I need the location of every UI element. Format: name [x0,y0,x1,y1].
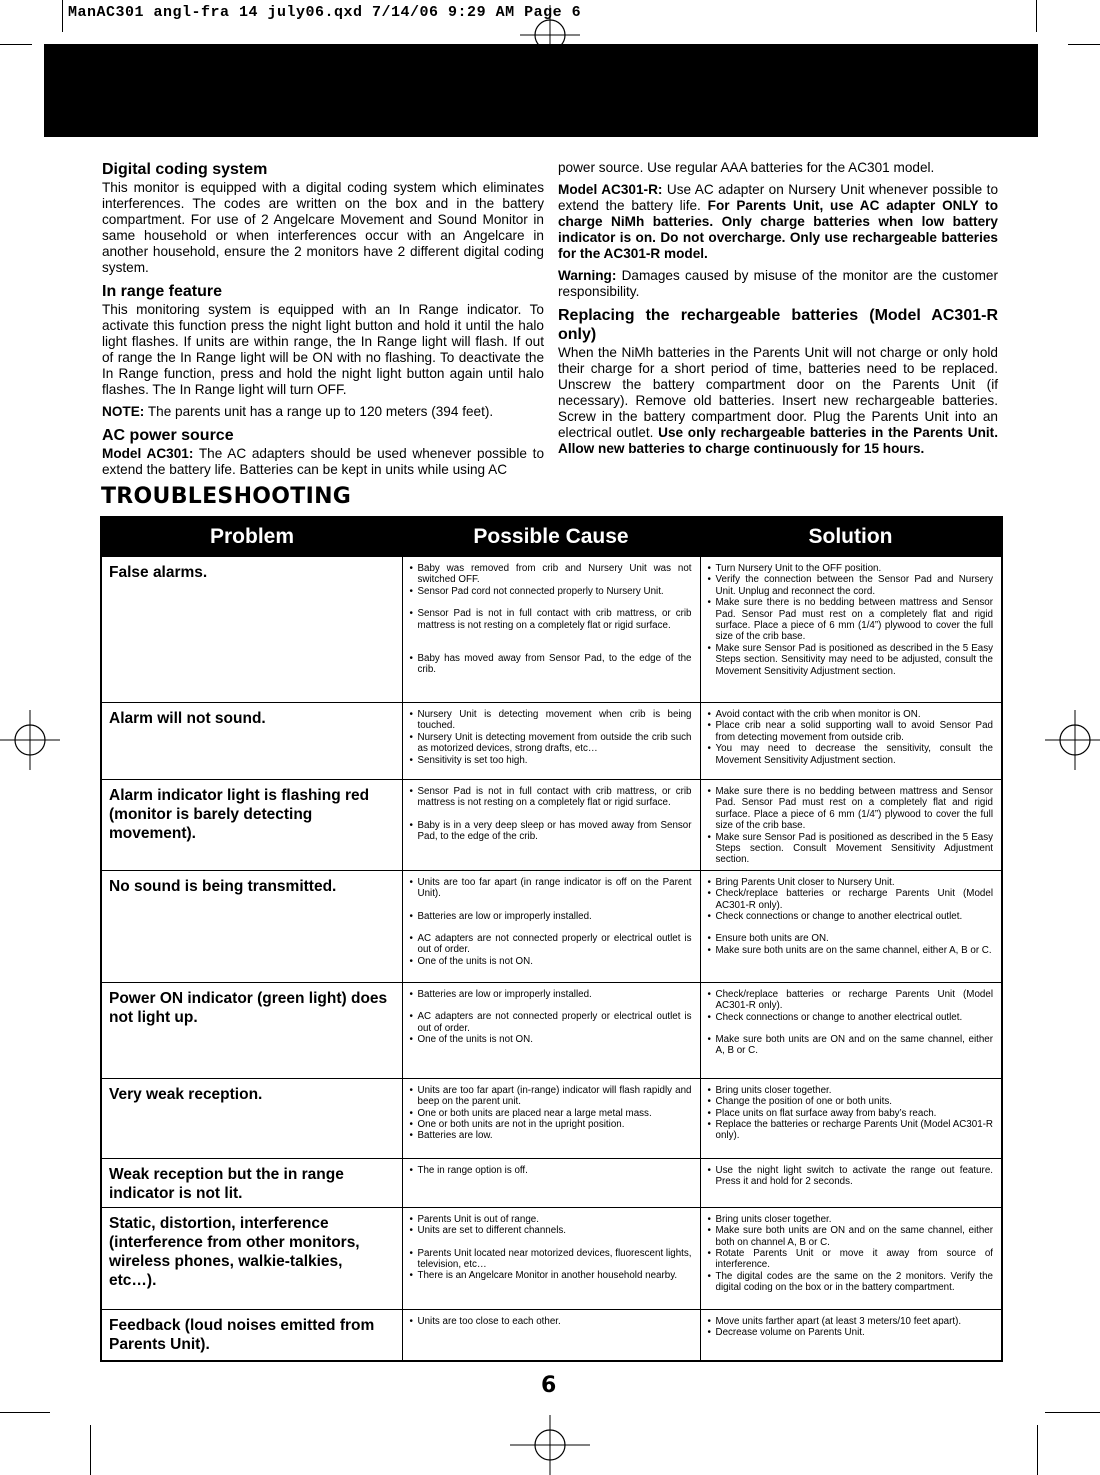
print-slug: ManAC301 angl-fra 14 july06.qxd 7/14/06 9:29 AM Page 6 [68,4,582,21]
cause-item: • Nursery Unit is detecting movement when crib is being touched. [410,709,692,732]
replacing-batteries-bold-text: Use only rechargeable batteries in the Parents Unit. Allow new batteries to charge continuously for 15 hours. [558,425,998,456]
cause-item: • The in range option is off. [410,1165,692,1176]
solution-item: • Make sure Sensor Pad is positioned as described in the 5 Easy Steps section. Sensitivity may need to be adjusted, consult the Movement Sensitivity Adjustment section. [708,643,994,677]
cause-cell [402,557,700,703]
registration-mark-icon [510,1415,590,1475]
solution-item: • Avoid contact with the crib when monitor is ON. [708,709,994,720]
solution-cell [700,780,1002,871]
solution-item: • Make sure there is no bedding between mattress and Sensor Pad. Sensor Pad must rest on a completely flat and rigid surface. Place a piece of 6 mm (1/4”) plywood to cover the full size of the crib base. [708,597,994,643]
cause-item: • Baby has moved away from Sensor Pad, to the edge of the crib. [410,653,692,676]
cause-item: • Sensor Pad is not in full contact with crib mattress, or crib mattress is not resting on a completely flat or rigid surface. [410,608,692,631]
cause-item: • AC adapters are not connected properly or electrical outlet is out of order. [410,933,692,956]
table-row [101,982,1002,1078]
cause-item: • AC adapters are not connected properly or electrical outlet is out of order. [410,1011,692,1034]
solution-item: • Decrease volume on Parents Unit. [708,1327,994,1338]
solution-cell [700,557,1002,703]
left-column [102,160,544,484]
cause-cell [402,780,700,871]
problem-cell: Alarm indicator light is flashing red (monitor is barely detecting movement). [101,780,402,871]
ac-power-heading: AC power source [102,427,234,444]
ac-power-paragraph [102,446,544,478]
crop-mark [0,44,32,45]
header-band [44,44,1038,137]
solution-cell [700,1309,1002,1361]
cause-item: • Batteries are low or improperly installed. [410,989,692,1000]
solution-item: • Use the night light switch to activate the range out feature. Press it and hold for 2 seconds. [708,1165,994,1188]
table-header-row [101,517,1002,557]
right-column [558,160,998,463]
solution-item: • Make sure Sensor Pad is positioned as described in the 5 Easy Steps section. Consult Movement Sensitivity Adjustment section. [708,832,994,866]
problem-cell: Feedback (loud noises emitted from Parents Unit). [101,1309,402,1361]
solution-item: • Check connections or change to another electrical outlet. [708,1012,994,1023]
model-ac301r-label: Model AC301-R: [558,182,663,197]
digital-coding-heading: Digital coding system [102,161,268,178]
troubleshooting-heading: TROUBLESHOOTING [101,484,352,509]
cause-item: • Parents Unit is out of range. [410,1214,692,1225]
troubleshooting-table [100,516,1003,1362]
cause-item: • Batteries are low. [410,1130,692,1141]
crop-mark [0,1412,50,1413]
solution-item: • Verify the connection between the Sensor Pad and Nursery Unit. Unplug and reconnect the cord. [708,574,994,597]
cause-cell [402,703,700,780]
warning-label: Warning: [558,268,617,283]
warning-text: Damages caused by misuse of the monitor are the customer responsibility. [558,268,998,299]
solution-item: • Place units on flat surface away from baby’s reach. [708,1108,994,1119]
problem-cell: False alarms. [101,557,402,703]
problem-cell: Weak reception but the in range indicator is not lit. [101,1158,402,1207]
solution-item: • Make sure both units are ON and on the same channel, either A, B or C. [708,1034,994,1057]
crop-mark [62,0,63,32]
solution-item: • Make sure both units are on the same channel, either A, B or C. [708,945,994,956]
in-range-heading: In range feature [102,283,223,300]
header-solution: Solution [700,517,1002,557]
cause-item: • Units are set to different channels. [410,1225,692,1236]
ac-power-text: The AC adapters should be used whenever possible to extend the battery life. Batteries can be kept in units while using AC [102,446,545,477]
cause-cell [402,1158,700,1207]
solution-item: • Move units farther apart (at least 3 meters/10 feet apart). [708,1316,994,1327]
ac-power-continued: power source. Use regular AAA batteries for the AC301 model. [558,160,935,175]
cause-item: • Batteries are low or improperly installed. [410,911,692,922]
solution-item: • Check/replace batteries or recharge Parents Unit (Model AC301-R only). [708,989,994,1012]
cause-item: • One of the units is not ON. [410,1034,692,1045]
cause-item: • One or both units are not in the upright position. [410,1119,692,1130]
problem-cell: Very weak reception. [101,1078,402,1158]
solution-item: • Bring units closer together. [708,1214,994,1225]
model-ac301r-text: Use AC adapter on Nursery Unit whenever possible to extend the battery life. [558,182,998,213]
cause-item: • There is an Angelcare Monitor in another household nearby. [410,1270,692,1281]
table-row [101,1207,1002,1309]
crop-mark [1037,1425,1038,1475]
registration-mark-icon [0,710,60,770]
crop-mark [1036,0,1037,32]
replacing-batteries-text: When the NiMh batteries in the Parents Unit will not charge or only hold their charge for a short period of time, batteries need to be replaced. Unscrew the battery compartment door on the Parents Unit (if necessary). Remove old batteries. Insert new rechargeable batteries. Screw in the battery compartment door. Plug the Parents Unit into an electrical outlet. [558,345,998,440]
model-ac301r-bold-text: For Parents Unit, use AC adapter ONLY to charge NiMh batteries. Only charge batteries when low battery indicator is on. Do not overcharge. Only use rechargeable batteries for the AC301-R model. [558,198,998,261]
solution-item: • Ensure both units are ON. [708,933,994,944]
table-row [101,870,1002,982]
solution-item: • Check connections or change to another electrical outlet. [708,911,994,922]
solution-cell [700,1158,1002,1207]
cause-cell [402,870,700,982]
page-number: 6 [541,1373,557,1398]
crop-mark [1068,44,1100,45]
cause-item: • Sensitivity is set too high. [410,755,692,766]
solution-item: • The digital codes are the same on the 2 monitors. Verify the digital coding on the box or in the battery compartment. [708,1271,994,1294]
solution-item: • Place crib near a solid supporting wall to avoid Sensor Pad from detecting movement from outside crib. [708,720,994,743]
cause-item: • Units are too far apart (in range indicator is off on the Parent Unit). [410,877,692,900]
solution-item: • Bring units closer together. [708,1085,994,1096]
problem-cell: No sound is being transmitted. [101,870,402,982]
note-text: The parents unit has a range up to 120 meters (394 feet). [147,404,494,419]
table-row [101,557,1002,703]
cause-cell [402,1309,700,1361]
solution-cell [700,1078,1002,1158]
note-paragraph [102,404,544,420]
warning-paragraph [558,268,998,300]
cause-item: • Baby is in a very deep sleep or has moved away from Sensor Pad, to the edge of the crib. [410,820,692,843]
crop-mark [90,1425,91,1475]
replacing-batteries-paragraph [558,345,998,457]
solution-cell [700,870,1002,982]
note-label: NOTE: [102,404,145,419]
solution-item: • Check/replace batteries or recharge Parents Unit (Model AC301-R only). [708,888,994,911]
solution-item: • Make sure there is no bedding between mattress and Sensor Pad. Sensor Pad must rest on a completely flat and rigid surface. Place a piece of 6 mm (1/4”) plywood to cover the full size of the crib base. [708,786,994,832]
cause-item: • Sensor Pad is not in full contact with crib mattress, or crib mattress is not resting on a completely flat or rigid surface. [410,786,692,809]
cause-item: • Units are too far apart (in-range) indicator will flash rapidly and beep on the parent unit. [410,1085,692,1108]
table-row [101,703,1002,780]
in-range-text: This monitoring system is equipped with an In Range indicator. To activate this function press the night light button and hold it until the halo light flashes. If units are within range, the In Range light will flash. If out of range the In Range light will be ON with no flashing. To deactivate the In Range function, press and hold the night light button again until halo flashes. The In Range light will turn OFF. [102,302,544,397]
problem-cell: Static, distortion, interference (interference from other monitors, wireless phones, walkie-talkies, etc…). [101,1207,402,1309]
table-row [101,1158,1002,1207]
header-problem: Problem [101,517,402,557]
cause-cell [402,1207,700,1309]
solution-cell [700,982,1002,1078]
solution-item: • Rotate Parents Unit or move it away from source of interference. [708,1248,994,1271]
table-row [101,1309,1002,1361]
replacing-batteries-heading: Replacing the rechargeable batteries (Model AC301-R only) [558,307,998,343]
table-row [101,1078,1002,1158]
cause-item: • Baby was removed from crib and Nursery Unit was not switched OFF. [410,563,692,586]
cause-item: • Parents Unit located near motorized devices, fluorescent lights, television, etc… [410,1248,692,1271]
model-ac301r-paragraph [558,182,998,262]
table-row [101,780,1002,871]
solution-item: • Change the position of one or both units. [708,1096,994,1107]
problem-cell: Power ON indicator (green light) does not light up. [101,982,402,1078]
problem-cell: Alarm will not sound. [101,703,402,780]
crop-mark [1045,1412,1100,1413]
cause-item: • Units are too close to each other. [410,1316,692,1327]
cause-item: • Nursery Unit is detecting movement from outside the crib such as motorized devices, strong drafts, etc… [410,732,692,755]
digital-coding-text: This monitor is equipped with a digital coding system which eliminates interferences. The codes are written on the box and in the battery compartment. For use of 2 Angelcare Movement and Sound Monitor in same household or when interferences occur with an Angelcare in another household, ensure the 2 monitors have 2 different digital coding system. [102,180,544,275]
solution-item: • Turn Nursery Unit to the OFF position. [708,563,994,574]
header-possible-cause: Possible Cause [402,517,700,557]
model-ac301-label: Model AC301: [102,446,194,461]
solution-item: • You may need to decrease the sensitivity, consult the Movement Sensitivity Adjustment section. [708,743,994,766]
solution-cell [700,1207,1002,1309]
solution-item: • Replace the batteries or recharge Parents Unit (Model AC301-R only). [708,1119,994,1142]
solution-item: • Bring Parents Unit closer to Nursery Unit. [708,877,994,888]
solution-item: • Make sure both units are ON and on the same channel, either both on channel A, B or C. [708,1225,994,1248]
solution-cell [700,703,1002,780]
cause-item: • One or both units are placed near a large metal mass. [410,1108,692,1119]
registration-mark-icon [1045,710,1100,770]
cause-item: • Sensor Pad cord not connected properly to Nursery Unit. [410,586,692,597]
cause-cell [402,982,700,1078]
cause-item: • One of the units is not ON. [410,956,692,967]
cause-cell [402,1078,700,1158]
